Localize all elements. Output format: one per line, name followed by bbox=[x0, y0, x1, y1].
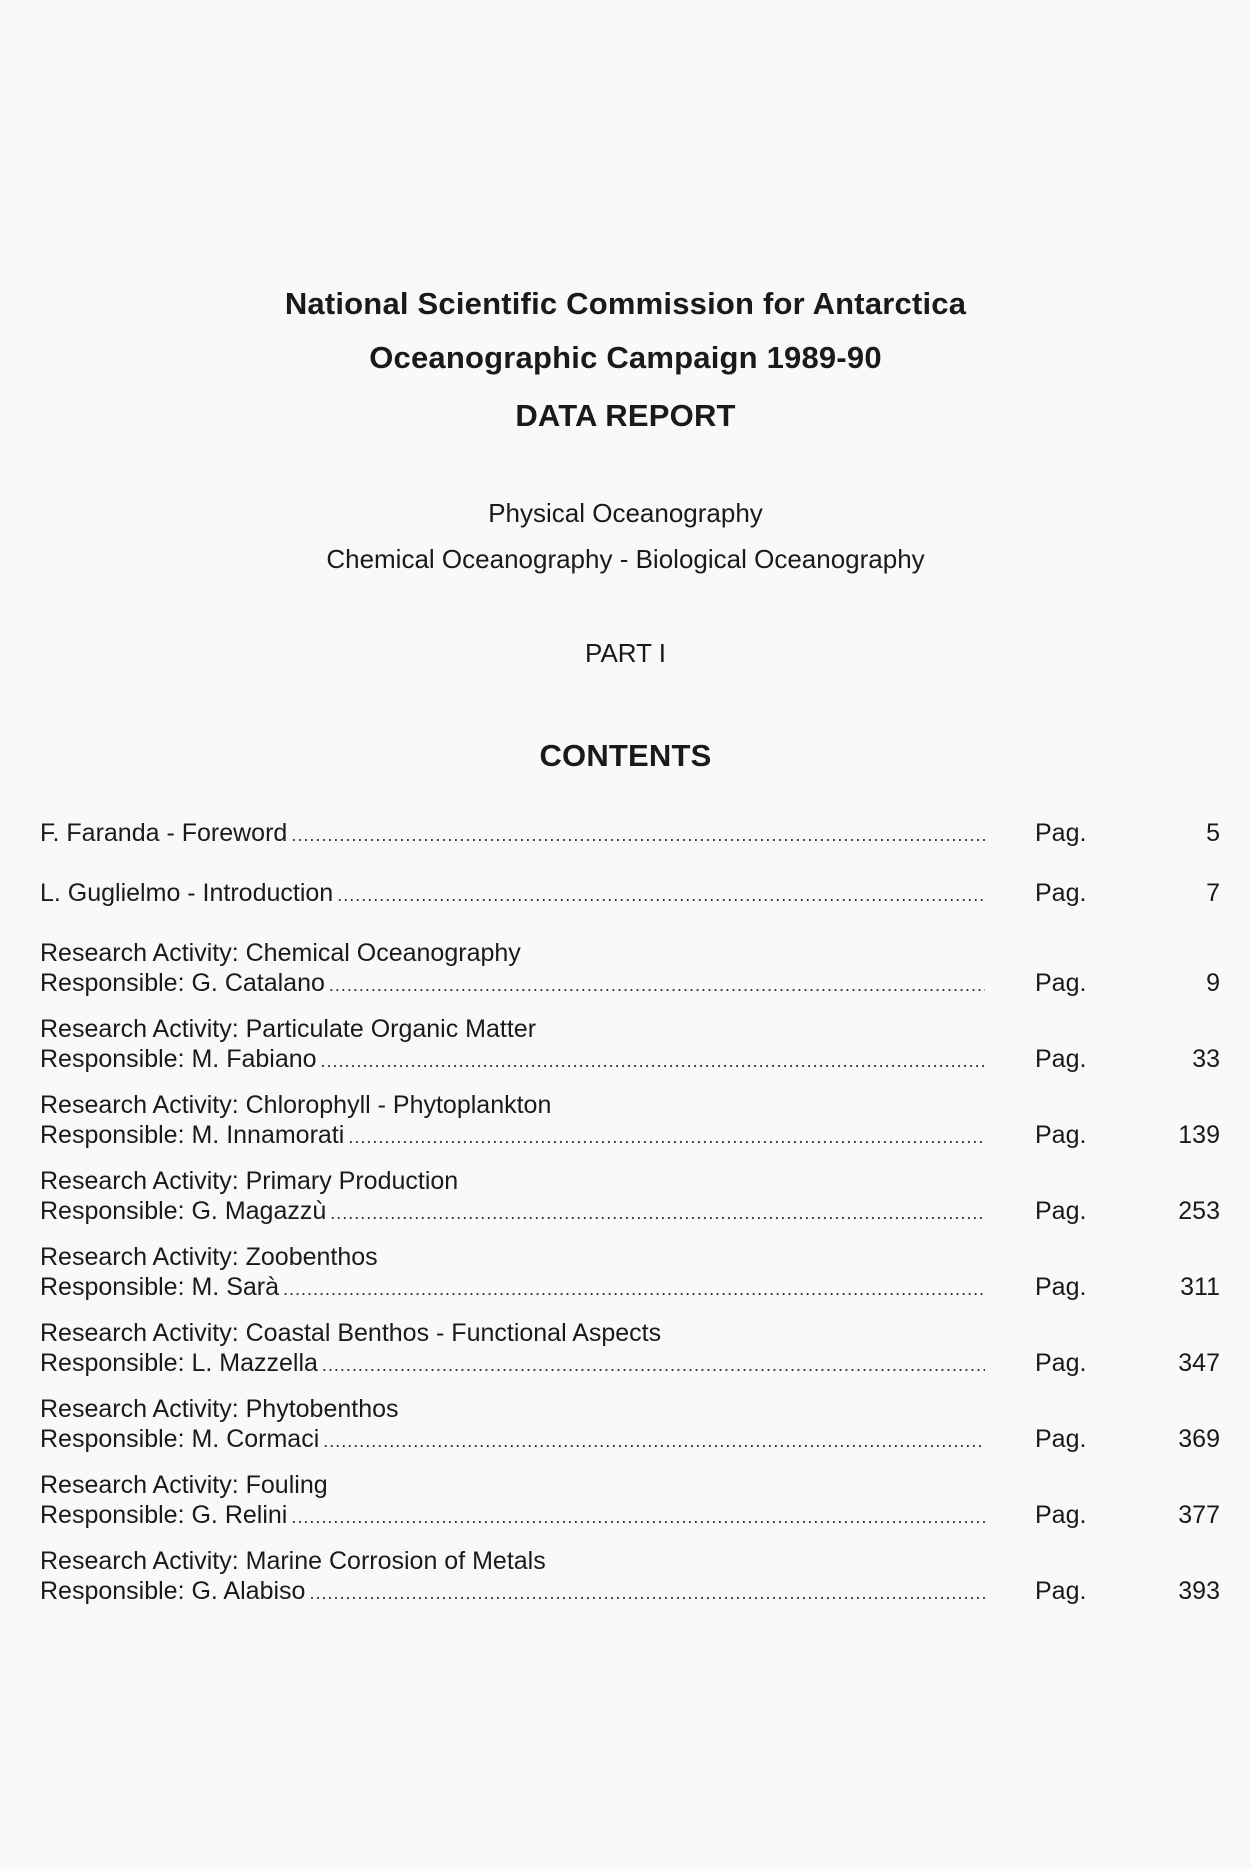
toc-activity-title: Research Activity: Primary Production bbox=[40, 1167, 459, 1195]
toc-entry bbox=[40, 818, 1220, 850]
toc-entry bbox=[40, 1166, 1220, 1228]
pag-label: Pag. bbox=[1035, 1425, 1087, 1453]
pag-label: Pag. bbox=[1035, 1273, 1087, 1301]
pag-label: Pag. bbox=[1035, 819, 1087, 847]
toc-page-number: 311 bbox=[1180, 1273, 1220, 1301]
toc-entry bbox=[40, 1318, 1220, 1380]
toc-entry-label: Responsible: M. Cormaci bbox=[40, 1425, 320, 1453]
toc-page-number: 347 bbox=[1178, 1349, 1220, 1377]
pag-label: Pag. bbox=[1035, 1045, 1087, 1073]
toc-entry bbox=[40, 1242, 1220, 1304]
toc-entry bbox=[40, 938, 1220, 1000]
toc-page-number: 253 bbox=[1178, 1197, 1220, 1225]
toc-entry bbox=[40, 878, 1220, 910]
leader-dots bbox=[309, 1578, 985, 1608]
toc-entry-label: Responsible: L. Mazzella bbox=[40, 1349, 318, 1377]
contents-heading: CONTENTS bbox=[539, 738, 712, 773]
leader-dots bbox=[323, 1426, 985, 1456]
leader-dots bbox=[348, 1122, 985, 1152]
toc-entry-label: Responsible: M. Sarà bbox=[40, 1273, 280, 1301]
part-label: PART I bbox=[585, 638, 666, 668]
toc-activity-title: Research Activity: Zoobenthos bbox=[40, 1243, 378, 1271]
leader-dots bbox=[337, 880, 985, 910]
pag-label: Pag. bbox=[1035, 1197, 1087, 1225]
toc-activity-title: Research Activity: Particulate Organic Matter bbox=[40, 1015, 537, 1043]
pag-label: Pag. bbox=[1035, 1501, 1087, 1529]
pag-label: Pag. bbox=[1035, 969, 1087, 997]
toc-entry bbox=[40, 1090, 1220, 1152]
toc-activity-title: Research Activity: Marine Corrosion of Metals bbox=[40, 1547, 546, 1575]
leader-dots bbox=[322, 1350, 985, 1380]
toc-page-number: 33 bbox=[1192, 1045, 1220, 1073]
pag-label: Pag. bbox=[1035, 1349, 1087, 1377]
toc-page-number: 369 bbox=[1178, 1425, 1220, 1453]
toc-entry bbox=[40, 1470, 1220, 1532]
leader-dots bbox=[330, 1198, 985, 1228]
toc-activity-title: Research Activity: Chlorophyll - Phytoplankton bbox=[40, 1091, 552, 1119]
pag-label: Pag. bbox=[1035, 879, 1087, 907]
pag-label: Pag. bbox=[1035, 1577, 1087, 1605]
toc-entry-label: Responsible: M. Innamorati bbox=[40, 1121, 345, 1149]
report-title: DATA REPORT bbox=[515, 398, 736, 433]
toc-entry bbox=[40, 1014, 1220, 1076]
toc-page-number: 139 bbox=[1178, 1121, 1220, 1149]
toc-entry-label: Responsible: G. Magazzù bbox=[40, 1197, 327, 1225]
toc-entry-label: Responsible: G. Relini bbox=[40, 1501, 288, 1529]
toc-entry-label: L. Guglielmo - Introduction bbox=[40, 879, 334, 907]
toc-activity-title: Research Activity: Chemical Oceanography bbox=[40, 939, 521, 967]
leader-dots bbox=[321, 1046, 985, 1076]
leader-dots bbox=[329, 970, 985, 1000]
table-of-contents bbox=[40, 818, 1220, 1622]
toc-entry-label: Responsible: M. Fabiano bbox=[40, 1045, 317, 1073]
toc-activity-title: Research Activity: Fouling bbox=[40, 1471, 328, 1499]
toc-activity-title: Research Activity: Phytobenthos bbox=[40, 1395, 399, 1423]
toc-page-number: 7 bbox=[1206, 879, 1220, 907]
toc-page-number: 5 bbox=[1206, 819, 1220, 847]
leader-dots bbox=[291, 1502, 985, 1532]
pag-label: Pag. bbox=[1035, 1121, 1087, 1149]
leader-dots bbox=[291, 820, 985, 850]
chem-bio-oceanography-subtitle: Chemical Oceanography - Biological Oceanography bbox=[326, 544, 925, 574]
toc-activity-title: Research Activity: Coastal Benthos - Functional Aspects bbox=[40, 1319, 662, 1347]
campaign-title: Oceanographic Campaign 1989-90 bbox=[369, 340, 882, 375]
toc-page-number: 377 bbox=[1178, 1501, 1220, 1529]
toc-entry-label: Responsible: G. Alabiso bbox=[40, 1577, 306, 1605]
leader-dots bbox=[283, 1274, 985, 1304]
toc-entry bbox=[40, 1394, 1220, 1456]
physical-oceanography-subtitle: Physical Oceanography bbox=[488, 498, 763, 528]
toc-entry bbox=[40, 1546, 1220, 1608]
commission-title: National Scientific Commission for Antarctica bbox=[284, 286, 967, 321]
toc-page-number: 9 bbox=[1206, 969, 1220, 997]
toc-page-number: 393 bbox=[1178, 1577, 1220, 1605]
toc-entry-label: Responsible: G. Catalano bbox=[40, 969, 325, 997]
toc-entry-label: F. Faranda - Foreword bbox=[40, 819, 288, 847]
